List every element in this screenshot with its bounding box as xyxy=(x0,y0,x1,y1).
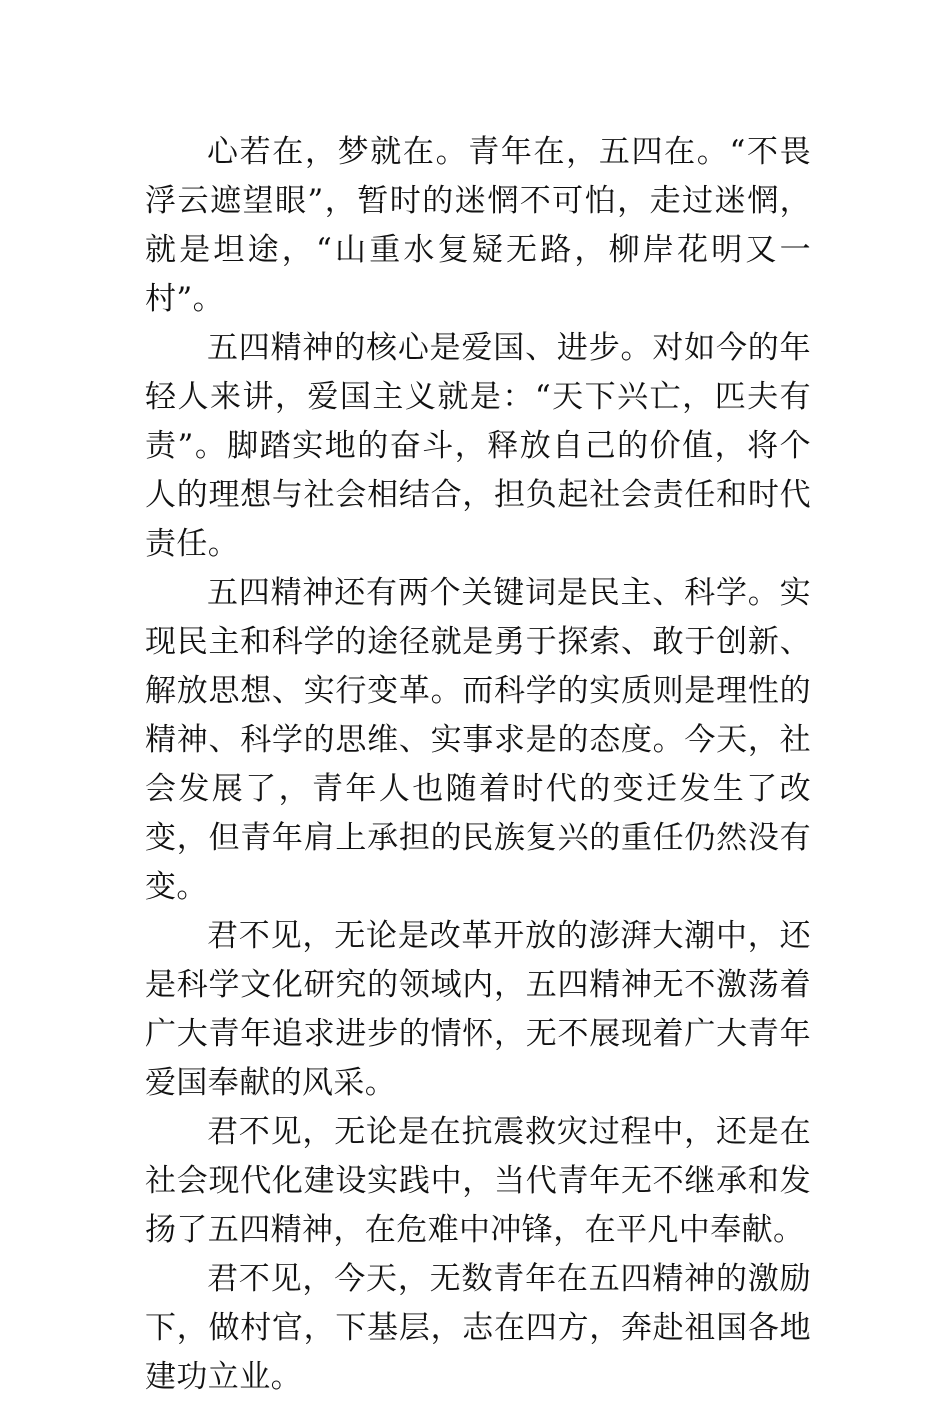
document-body xyxy=(145,128,811,1402)
paragraph-4: 君不见，无论是改革开放的澎湃大潮中，还是科学文化研究的领域内，五四精神无不激荡着广大青年追求进步的情怀，无不展现着广大青年爱国奉献的风采。 xyxy=(145,918,811,1101)
paragraph-1: 心若在，梦就在。青年在，五四在。“不畏浮云遮望眼”，暂时的迷惘不可怕，走过迷惘，就是坦途，“山重水复疑无路，柳岸花明又一村”。 xyxy=(145,134,811,317)
paragraph-3: 五四精神还有两个关键词是民主、科学。实现民主和科学的途径就是勇于探索、敢于创新、解放思想、实行变革。而科学的实质则是理性的精神、科学的思维、实事求是的态度。今天，社会发展了，青年人也随着时代的变迁发生了改变，但青年肩上承担的民族复兴的重任仍然没有变。 xyxy=(145,575,811,905)
paragraph-2: 五四精神的核心是爱国、进步。对如今的年轻人来讲，爱国主义就是：“天下兴亡，匹夫有责”。脚踏实地的奋斗，释放自己的价值，将个人的理想与社会相结合，担负起社会责任和时代责任。 xyxy=(145,330,811,562)
paragraph-5: 君不见，无论是在抗震救灾过程中，还是在社会现代化建设实践中，当代青年无不继承和发扬了五四精神，在危难中冲锋，在平凡中奉献。 xyxy=(145,1114,811,1248)
paragraph-6: 君不见，今天，无数青年在五四精神的激励下，做村官，下基层，志在四方，奔赴祖国各地建功立业。 xyxy=(145,1261,811,1395)
